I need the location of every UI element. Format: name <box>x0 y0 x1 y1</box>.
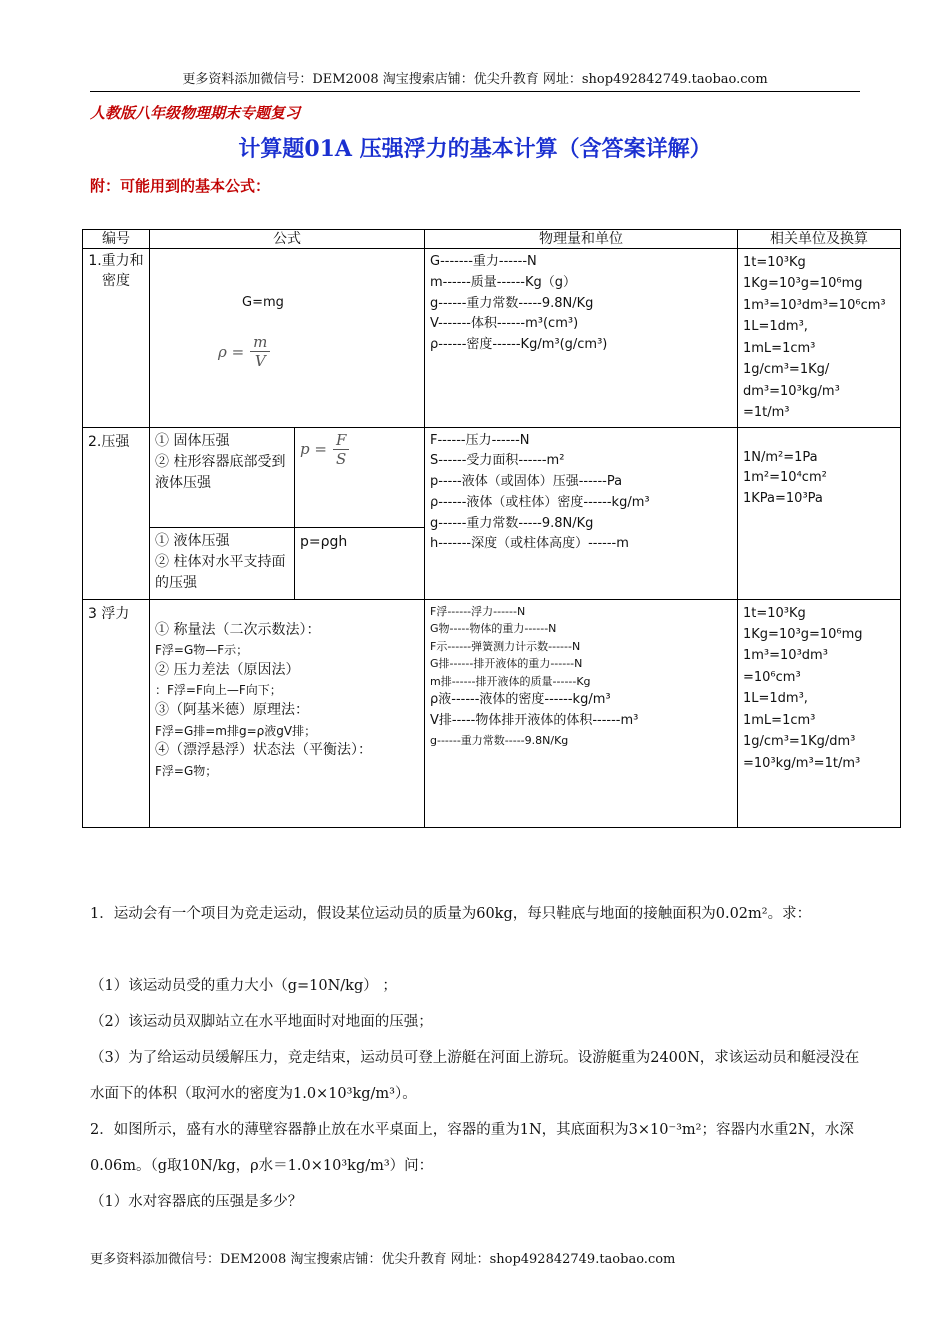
method-line: F浮=G物—F示； <box>155 643 249 658</box>
unit-line: 1m³=10³dm³ <box>743 648 828 664</box>
quantity-line: G-------重力------N <box>430 254 537 269</box>
unit-line: 1t=10³Kg <box>743 255 806 270</box>
unit-line: 1g/cm³=1Kg/dm³ <box>743 734 856 750</box>
method-line: ① 称量法（二次示数法）： <box>155 621 321 638</box>
method-line: ④（漂浮悬浮）状态法（平衡法）： <box>155 742 372 759</box>
quantity-line: p-----液体（或固体）压强------Pa <box>430 474 623 490</box>
quantity-line: F浮------浮力------N <box>430 604 526 618</box>
desc-line: ② 柱体对水平支持面的压强 <box>155 553 286 591</box>
unit-line: 1mL=1cm³ <box>743 340 816 356</box>
unit-line: 1N/m²=1Pa <box>743 449 818 465</box>
header-units: 相关单位及换算 <box>738 230 901 249</box>
method-line: F浮=G物； <box>155 764 218 779</box>
method-line: ③（阿基米德）原理法： <box>155 702 309 719</box>
pressure-formula-2: p=ρgh <box>295 527 425 599</box>
desc-line: ② 柱形容器底部受到液体压强 <box>155 453 286 491</box>
quantity-line: G排------排开液体的重力------N <box>430 657 583 671</box>
question-2: 2．如图所示，盛有水的薄壁容器静止放在水平桌面上，容器的重为1N，其底面积为3×10⁻³m²；容器内水重2N，水深0.06m。（g取10N/kg，ρ水＝1.0×10³kg/m³）问： <box>90 1122 854 1174</box>
question-2-part-1: （1）水对容器底的压强是多少？ <box>90 1194 303 1210</box>
formula-density <box>218 333 270 370</box>
quantity-line: F------压力------N <box>430 432 530 448</box>
quantity-line: ρ------密度------Kg/m³(g/cm³) <box>430 337 608 353</box>
quantity-line: m排------排开液体的质量------Kg <box>430 674 591 688</box>
header-formula: 公式 <box>150 230 425 249</box>
unit-line: 1L=1dm³, <box>743 319 808 335</box>
question-1: 1．运动会有一个项目为竞走运动，假设某位运动员的质量为60kg，每只鞋底与地面的接触面积为0.02m²。求： <box>90 906 812 922</box>
page-title: 计算题01A 压强浮力的基本计算（含答案详解） <box>238 136 712 162</box>
unit-line: 1g/cm³=1Kg/ <box>743 362 830 378</box>
quantity-line: ρ------液体（或柱体）密度------kg/m³ <box>430 494 650 510</box>
row-label: 1.重力和密度 <box>83 249 150 428</box>
method-line: ：F浮=F向上—F向下； <box>155 683 282 698</box>
formula-table <box>82 229 901 828</box>
quantity-line: F示------弹簧测力计示数------N <box>430 639 581 653</box>
pressure-desc-2 <box>150 527 295 599</box>
unit-line: 1m³=10³dm³=10⁶cm³ <box>743 297 886 313</box>
quantities-cell <box>425 599 738 827</box>
formula-gravity: G=mg <box>242 295 284 310</box>
row-label: 3 浮力 <box>83 599 150 827</box>
table-header-row <box>83 230 901 249</box>
formula-density-lhs: ρ = <box>218 342 245 361</box>
quantity-line: g------重力常数-----9.8N/Kg <box>430 515 594 531</box>
table-row <box>83 599 901 827</box>
units-cell <box>738 599 901 827</box>
formula-density-den: V <box>254 352 266 370</box>
units-cell <box>738 427 901 599</box>
table-row <box>83 427 901 527</box>
quantities-cell <box>425 427 738 599</box>
formula-pressure <box>300 431 349 468</box>
formula-density-num: m <box>250 333 270 352</box>
subtitle: 人教版八年级物理期末专题复习 <box>90 104 301 122</box>
unit-line: 1mL=1cm³ <box>743 712 816 728</box>
unit-line: 1m²=10⁴cm² <box>743 470 827 486</box>
quantity-line: m------质量------Kg（g） <box>430 274 576 290</box>
unit-line: 1t=10³Kg <box>743 605 806 621</box>
row-label: 2.压强 <box>83 427 150 599</box>
quantity-line: V-------体积------m³(cm³) <box>430 316 579 332</box>
unit-line: 1L=1dm³, <box>743 691 808 707</box>
formula-note: 附：可能用到的基本公式： <box>90 177 271 195</box>
method-line: ② 压力差法（原因法） <box>155 661 300 678</box>
page-footer: 更多资料添加微信号：DEM2008 淘宝搜索店铺：优尖升教育 网址：shop492842749.taobao.com <box>90 1252 676 1267</box>
page-header: 更多资料添加微信号：DEM2008 淘宝搜索店铺：优尖升教育 网址：shop492842749.taobao.com <box>90 68 860 92</box>
quantity-line: V排-----物体排开液体的体积------m³ <box>430 713 639 729</box>
formula-pressure-lhs: p = <box>300 440 327 458</box>
method-line: F浮=G排=m排g=ρ液gV排； <box>155 723 317 738</box>
quantity-line: ρ液------液体的密度------kg/m³ <box>430 692 611 708</box>
desc-line: ① 固体压强 <box>155 432 230 449</box>
unit-line: dm³=10³kg/m³ <box>743 383 840 399</box>
table-row <box>83 249 901 428</box>
formula-cell <box>150 249 425 428</box>
unit-line: =10⁶cm³ <box>743 669 801 685</box>
unit-line: =10³kg/m³=1t/m³ <box>743 755 861 771</box>
unit-line: =1t/m³ <box>743 405 790 421</box>
formula-pressure-den: S <box>336 449 347 468</box>
desc-line: ① 液体压强 <box>155 532 230 549</box>
quantity-line: g------重力常数-----9.8N/Kg <box>430 295 594 311</box>
formula-pressure-num: F <box>333 431 349 450</box>
question-1-part-2: （2）该运动员双脚站立在水平地面时对地面的压强； <box>90 1014 433 1030</box>
quantity-line: S------受力面积------m² <box>430 453 565 469</box>
question-1-part-1: （1）该运动员受的重力大小（g=10N/kg） ； <box>90 978 397 994</box>
question-1-part-3: （3）为了给运动员缓解压力，竞走结束，运动员可登上游艇在河面上游玩。设游艇重为2400N，求该运动员和艇浸没在水面下的体积（取河水的密度为1.0×10³kg/m³）。 <box>90 1050 860 1102</box>
header-id: 编号 <box>83 230 150 249</box>
quantity-line: g------重力常数-----9.8N/Kg <box>430 734 569 748</box>
quantity-line: h-------深度（或柱体高度）------m <box>430 536 629 552</box>
quantities-cell <box>425 249 738 428</box>
buoyancy-methods-cell <box>150 599 425 827</box>
header-quantities: 物理量和单位 <box>425 230 738 249</box>
unit-line: 1Kg=10³g=10⁶mg <box>743 626 863 642</box>
pressure-formula-1 <box>295 427 425 527</box>
unit-line: 1Kg=10³g=10⁶mg <box>743 276 863 292</box>
units-cell <box>738 249 901 428</box>
pressure-desc-1 <box>150 427 295 527</box>
quantity-line: G物-----物体的重力------N <box>430 622 557 636</box>
unit-line: 1KPa=10³Pa <box>743 491 823 507</box>
